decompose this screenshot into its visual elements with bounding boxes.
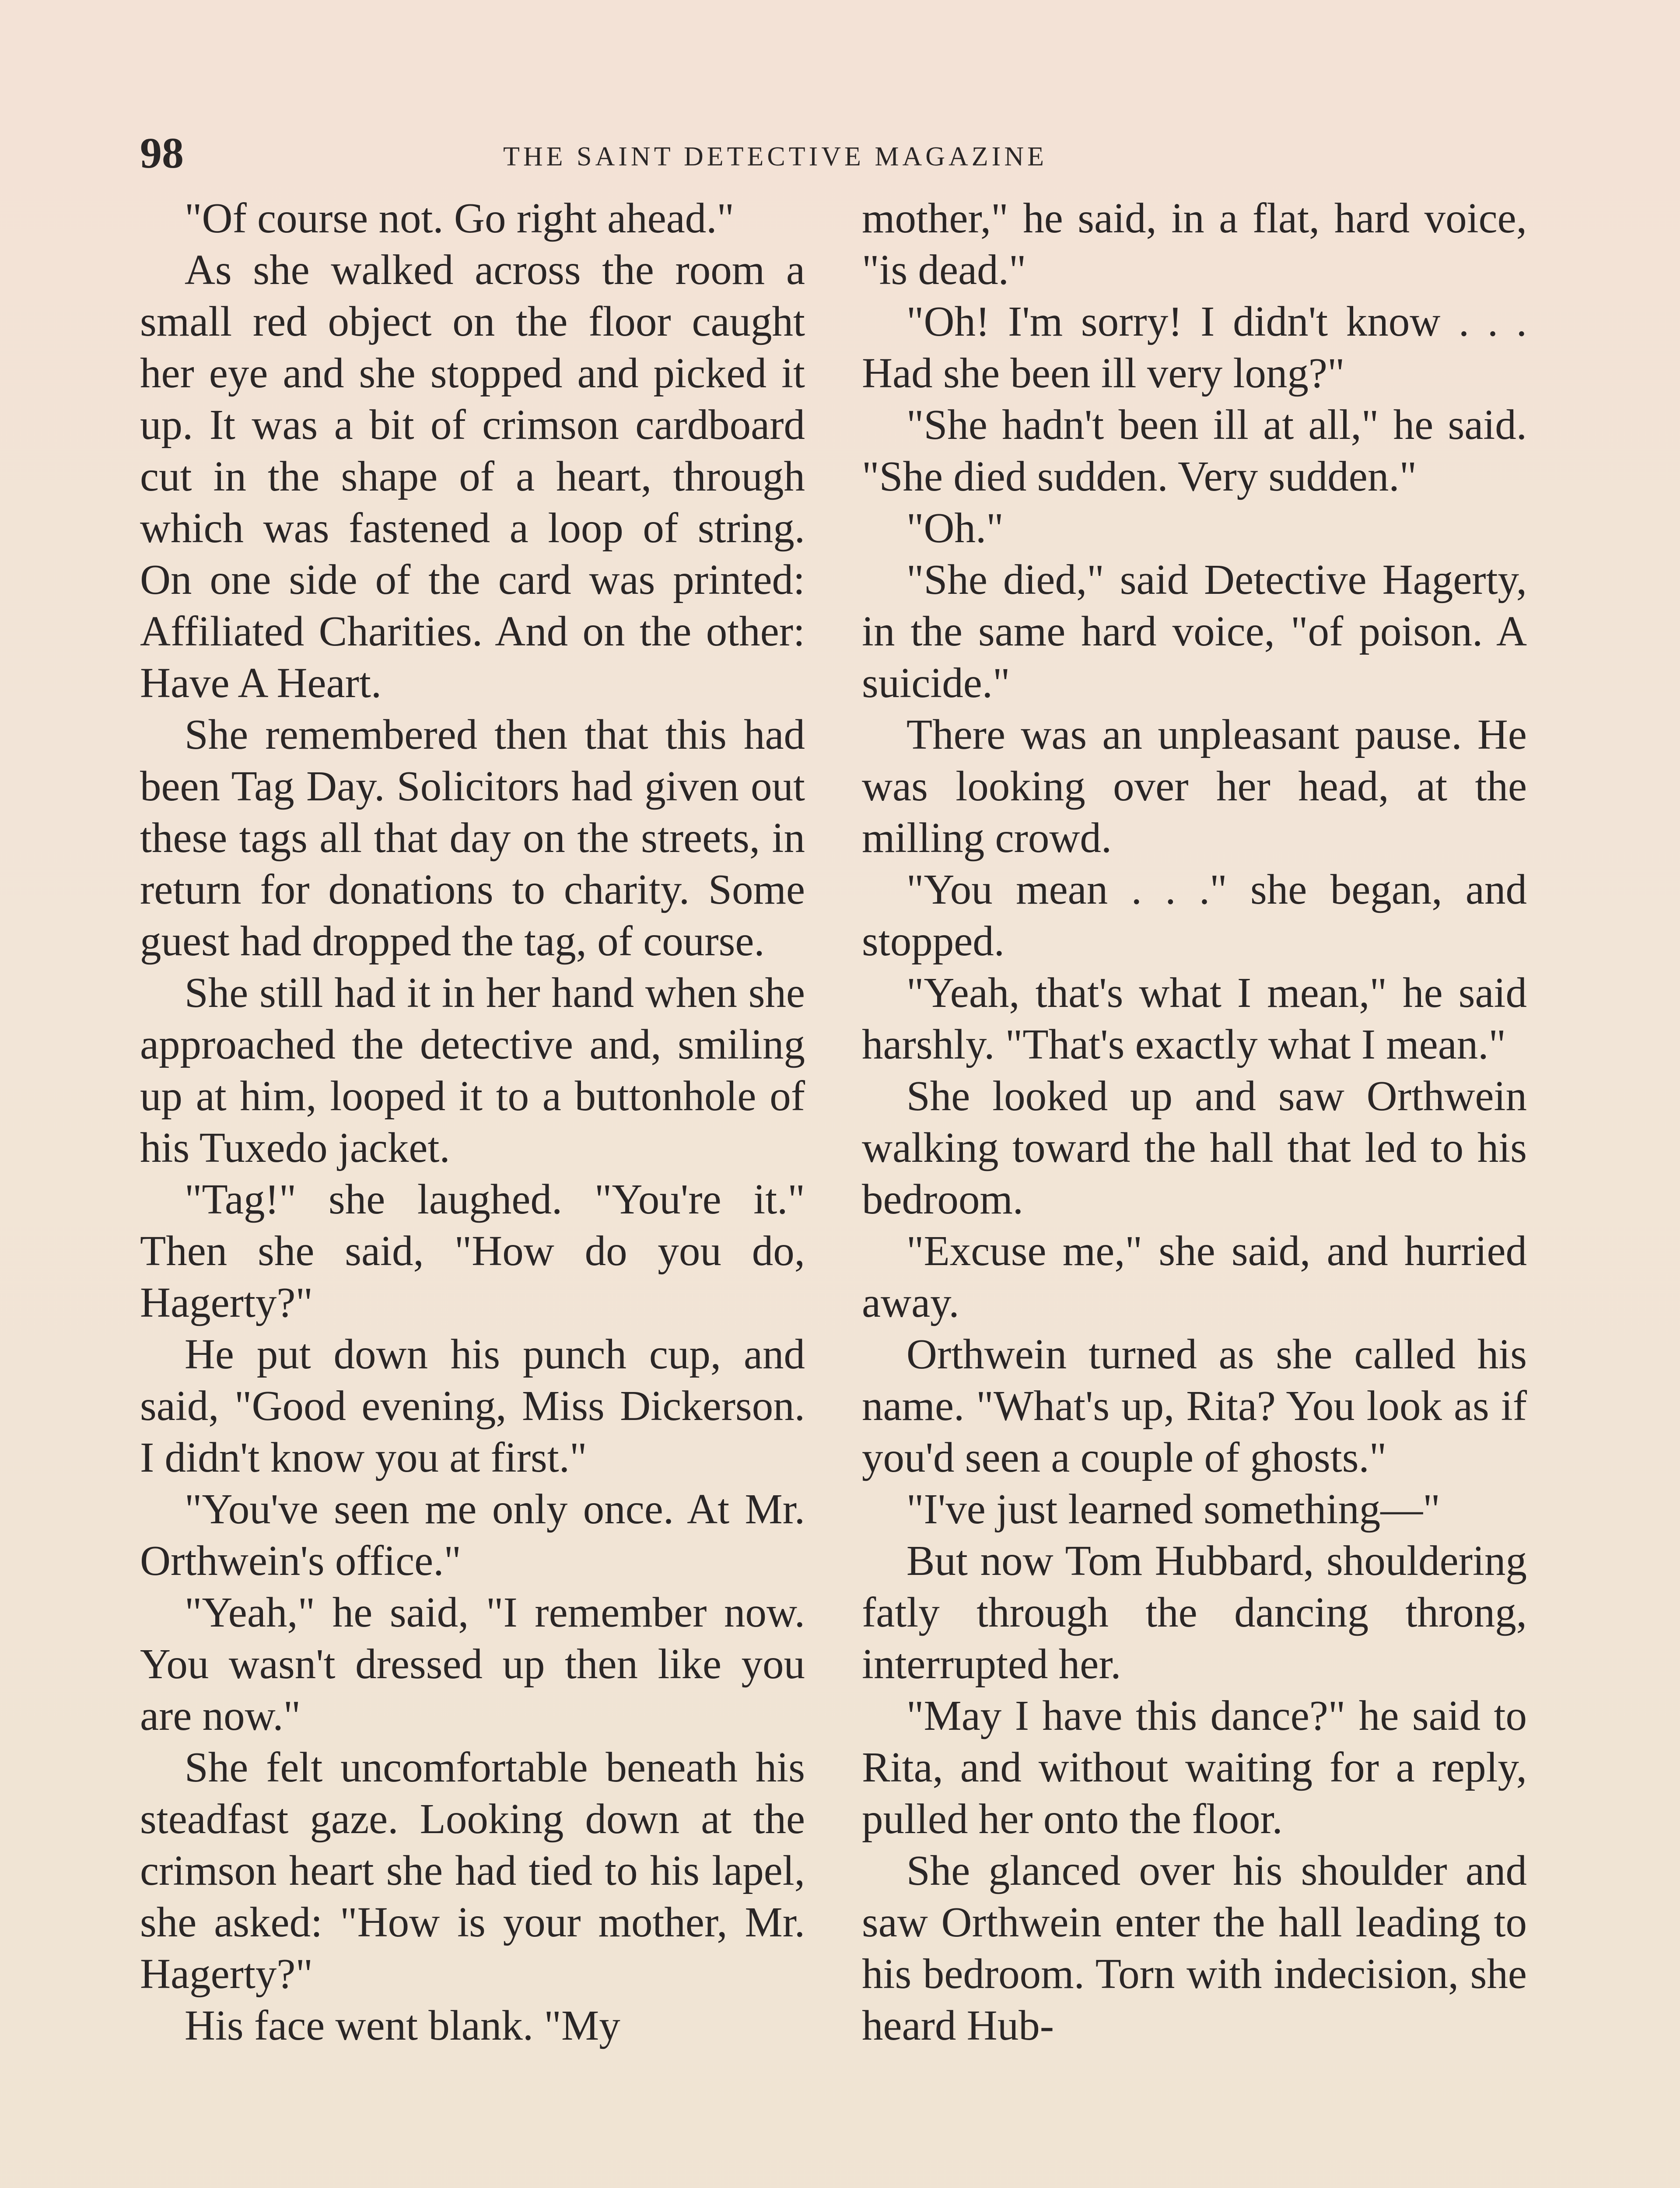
right-column <box>862 193 1527 2051</box>
running-title: THE SAINT DETECTIVE MAGAZINE <box>503 142 1047 172</box>
paragraph: She remembered then that this had been Tag Day. Solicitors had given out these tags all that day on the streets, in return for donations to charity. Some guest had dropped the tag, of course. <box>140 711 805 964</box>
paragraph: "She hadn't been ill at all," he said. "She died sudden. Very sudden." <box>862 401 1527 500</box>
paragraph: She glanced over his shoulder and saw Orthwein enter the hall leading to his bedroom. Torn with indecision, she heard Hub- <box>862 1847 1527 2049</box>
paragraph-continuation: mother," he said, in a flat, hard voice, "is dead." <box>862 195 1527 293</box>
paragraph: She still had it in her hand when she approached the detective and, smiling up at him, looped it to a buttonhole of his Tuxedo jacket. <box>140 969 805 1171</box>
paragraph: She felt uncomfortable beneath his steadfast gaze. Looking down at the crimson heart she had tied to his lapel, she asked: "How is your mother, Mr. Hagerty?" <box>140 1744 805 1997</box>
paragraph: "Of course not. Go right ahead." <box>184 195 735 242</box>
page-number: 98 <box>140 129 184 177</box>
left-column <box>140 193 805 2051</box>
paragraph: "You mean . . ." she began, and stopped. <box>862 866 1527 964</box>
paragraph: "May I have this dance?" he said to Rita, and without waiting for a reply, pulled her onto the floor. <box>862 1692 1527 1842</box>
paragraph: His face went blank. "My <box>184 2002 620 2049</box>
paragraph: "You've seen me only once. At Mr. Orthwein's office." <box>140 1486 805 1584</box>
paragraph: "Oh." <box>906 505 1004 551</box>
paragraph: But now Tom Hubbard, shouldering fatly through the dancing throng, interrupted her. <box>862 1537 1527 1687</box>
paragraph: He put down his punch cup, and said, "Good evening, Miss Dickerson. I didn't know you at first." <box>140 1331 805 1481</box>
paragraph: "I've just learned something—" <box>906 1486 1440 1532</box>
paragraph: Orthwein turned as she called his name. "What's up, Rita? You look as if you'd seen a couple of ghosts." <box>862 1331 1527 1481</box>
paragraph: "Oh! I'm sorry! I didn't know . . . Had she been ill very long?" <box>862 298 1527 396</box>
paragraph: "Tag!" she laughed. "You're it." Then she said, "How do you do, Hagerty?" <box>140 1176 805 1326</box>
paragraph: "She died," said Detective Hagerty, in the same hard voice, "of poison. A suicide." <box>862 556 1527 706</box>
paragraph: As she walked across the room a small red object on the floor caught her eye and she stopped and picked it up. It was a bit of crimson cardboard cut in the shape of a heart, through which was fastened a loop of string. On one side of the card was printed: Affiliated Charities. And on the other: Have A Heart. <box>140 246 805 706</box>
paragraph: She looked up and saw Orthwein walking toward the hall that led to his bedroom. <box>862 1073 1527 1223</box>
paragraph: "Yeah," he said, "I remember now. You wasn't dressed up then like you are now." <box>140 1589 805 1739</box>
paragraph: "Yeah, that's what I mean," he said harshly. "That's exactly what I mean." <box>862 969 1527 1068</box>
paragraph: There was an unpleasant pause. He was looking over her head, at the milling crowd. <box>862 711 1527 861</box>
paragraph: "Excuse me," she said, and hurried away. <box>862 1227 1527 1326</box>
page-header <box>140 127 1531 179</box>
